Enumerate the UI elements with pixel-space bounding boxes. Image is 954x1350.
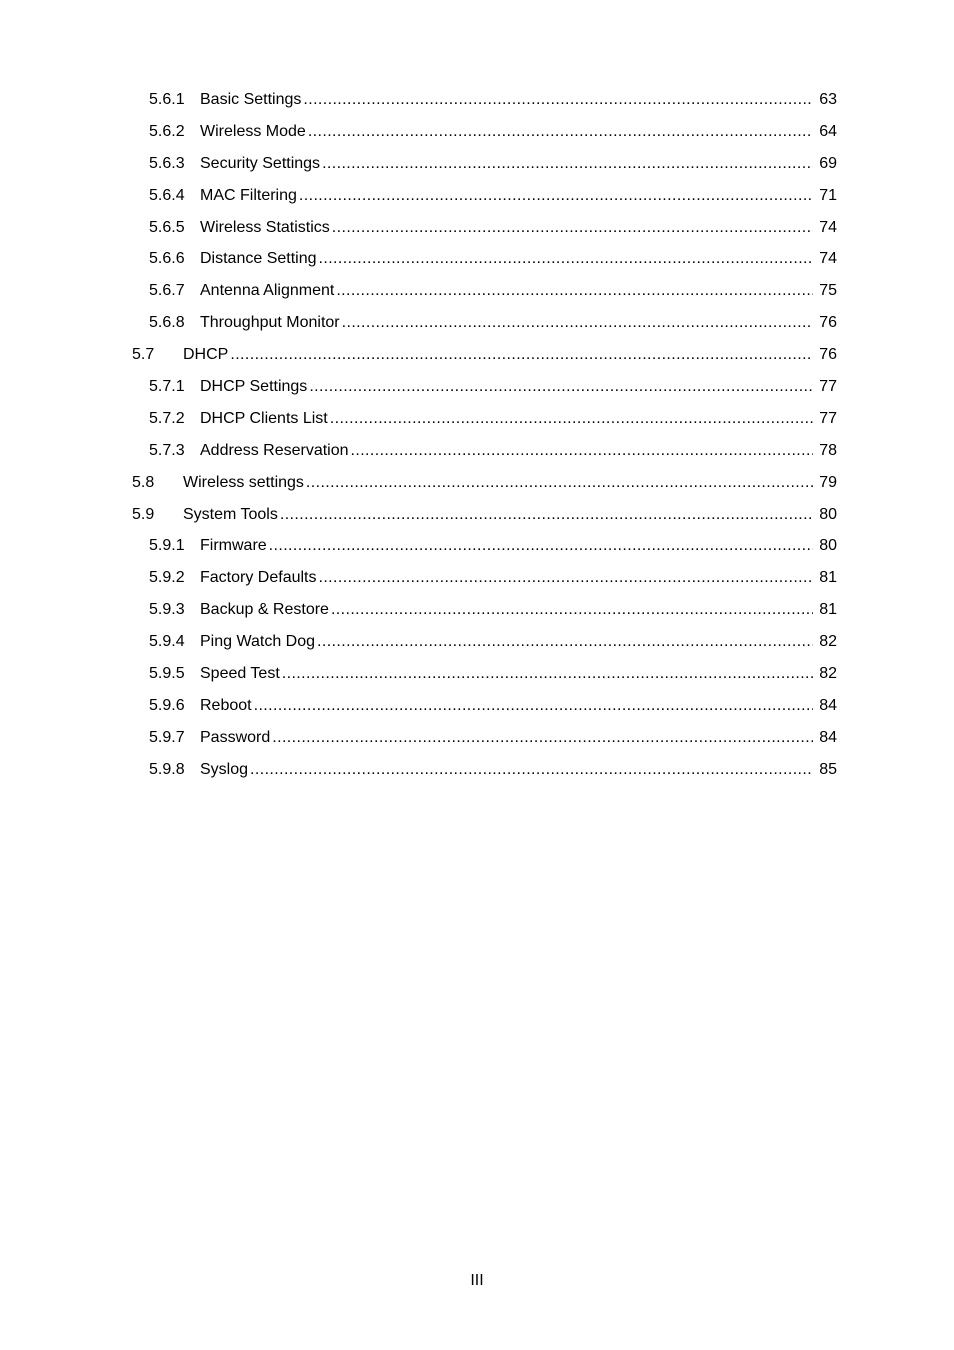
toc-entry-page: 77 [819,378,837,396]
toc-entry-title: Wireless Mode [200,122,306,140]
toc-entry[interactable] [0,565,954,597]
toc-entry-title: Wireless settings [183,473,304,491]
toc-entry-number: 5.9.2 [149,569,185,587]
toc-entry-title: Wireless Statistics [200,218,330,236]
toc-entry-title: Antenna Alignment [200,282,335,300]
toc-entry-page: 63 [819,91,837,108]
toc-entry-page: 64 [819,122,837,140]
toc-dot-leader [299,183,813,209]
toc-entry-page: 77 [819,409,837,427]
toc-entry[interactable] [0,151,954,183]
toc-entry[interactable] [0,533,954,565]
toc-entry-page: 81 [819,569,837,587]
toc-entry-title: Throughput Monitor [200,314,340,332]
toc-entry-title: Security Settings [200,154,321,172]
toc-dot-leader [318,565,813,591]
toc-entry-number: 5.9.1 [149,537,185,555]
toc-entry-page: 81 [819,601,837,619]
toc-entry-page: 84 [819,728,837,746]
toc-dot-leader [308,119,813,145]
toc-entry-number: 5.9.6 [149,696,185,714]
toc-entry-number: 5.9.7 [149,728,185,746]
toc-entry-title: DHCP Settings [200,378,308,396]
toc-entry-title: Ping Watch Dog [200,633,316,651]
toc-entry-number: 5.6.1 [149,91,185,108]
toc-entry-page: 79 [819,473,837,491]
toc-entry[interactable] [0,597,954,629]
toc-entry-number: 5.6.7 [149,282,185,300]
page-number: III [470,1272,484,1289]
toc-entry-number: 5.7.1 [149,378,185,396]
toc-entry-number: 5.9.8 [149,760,185,778]
toc-entry-title: Distance Setting [200,250,317,268]
toc-entry-number: 5.7 [132,346,155,364]
toc-entry-title: Syslog [200,760,249,778]
toc-entry-title: Reboot [200,696,252,714]
toc-entry[interactable] [0,629,954,661]
toc-dot-leader [280,502,813,528]
toc-entry-title: System Tools [183,505,278,523]
toc-entry-page: 84 [819,696,837,714]
toc-entry-title: Basic Settings [200,91,302,108]
toc-dot-leader [272,725,813,751]
toc-dot-leader [306,470,813,496]
table-of-contents [0,87,954,789]
toc-entry-number: 5.9.5 [149,665,185,683]
toc-entry-page: 78 [819,441,837,459]
toc-entry[interactable] [0,661,954,693]
toc-dot-leader [332,215,813,241]
toc-entry-title: Factory Defaults [200,569,317,587]
toc-dot-leader [351,438,813,464]
toc-entry-page: 71 [819,186,837,204]
toc-dot-leader [336,278,813,304]
toc-entry[interactable] [0,87,954,119]
toc-entry-number: 5.7.2 [149,409,185,427]
toc-entry-page: 82 [819,633,837,651]
toc-entry-number: 5.6.4 [149,186,185,204]
toc-entry-page: 74 [819,218,837,236]
toc-dot-leader [317,629,813,655]
toc-entry-number: 5.7.3 [149,441,185,459]
toc-dot-leader [230,342,813,368]
toc-entry-title: DHCP Clients List [200,409,328,427]
toc-entry-number: 5.6.5 [149,218,185,236]
toc-dot-leader [269,533,813,559]
toc-entry-page: 80 [819,505,837,523]
toc-dot-leader [331,597,813,623]
toc-entry-page: 76 [819,346,837,364]
toc-dot-leader [254,693,813,719]
toc-dot-leader [250,757,813,783]
toc-entry-page: 74 [819,250,837,268]
toc-entry-number: 5.6.8 [149,314,185,332]
toc-dot-leader [322,151,813,177]
toc-entry-number: 5.6.2 [149,122,185,140]
toc-entry-title: Password [200,728,271,746]
toc-entry-number: 5.6.3 [149,154,185,172]
toc-entry[interactable] [0,374,954,406]
toc-entry-page: 69 [819,154,837,172]
toc-dot-leader [282,661,813,687]
toc-entry-title: Firmware [200,537,267,555]
toc-entry[interactable] [0,438,954,470]
toc-entry-number: 5.9 [132,505,155,523]
toc-entry-number: 5.9.3 [149,601,185,619]
toc-entry-page: 80 [819,537,837,555]
toc-entry-title: MAC Filtering [200,186,297,204]
toc-entry[interactable] [0,183,954,215]
toc-entry-title: DHCP [183,346,229,364]
toc-entry-number: 5.9.4 [149,633,185,651]
toc-dot-leader [303,87,813,113]
toc-entry[interactable] [0,693,954,725]
toc-entry[interactable] [0,470,954,502]
toc-entry[interactable] [0,310,954,342]
toc-entry[interactable] [0,278,954,310]
toc-entry[interactable] [0,725,954,757]
toc-entry-number: 5.8 [132,473,155,491]
toc-dot-leader [342,310,813,336]
toc-dot-leader [309,374,813,400]
toc-entry-number: 5.6.6 [149,250,185,268]
toc-entry-page: 75 [819,282,837,300]
toc-entry[interactable] [0,502,954,534]
toc-entry[interactable] [0,119,954,151]
toc-entry[interactable] [0,342,954,374]
toc-dot-leader [330,406,813,432]
page-footer [0,1270,954,1292]
toc-dot-leader [319,246,813,272]
toc-entry[interactable] [0,215,954,247]
toc-entry-page: 85 [819,760,837,778]
toc-entry[interactable] [0,757,954,789]
toc-entry-title: Speed Test [200,665,280,683]
toc-entry-page: 76 [819,314,837,332]
toc-entry[interactable] [0,246,954,278]
toc-entry-title: Backup & Restore [200,601,329,619]
toc-entry-page: 82 [819,665,837,683]
toc-entry-title: Address Reservation [200,441,349,459]
toc-entry[interactable] [0,406,954,438]
